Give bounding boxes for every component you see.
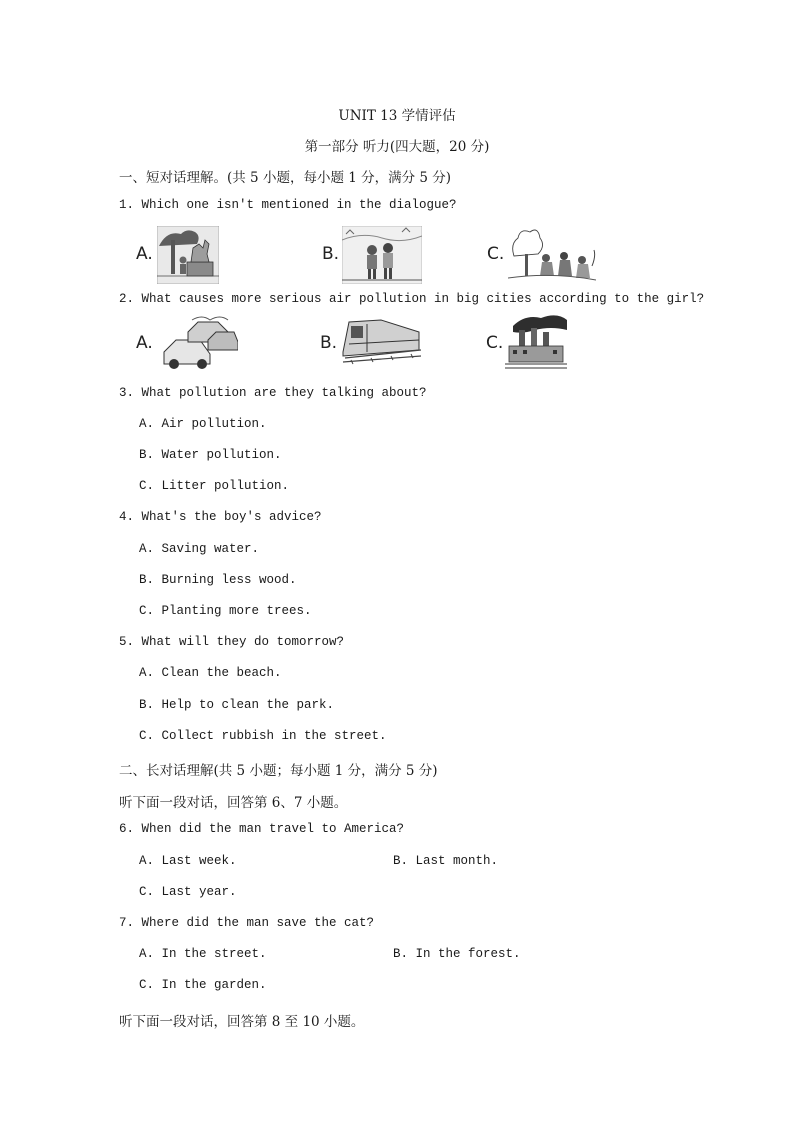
q7-question: 7. Where did the man save the cat?	[119, 916, 375, 930]
children-talking-picture-icon	[342, 226, 422, 288]
q2-option-c-label: C.	[486, 333, 504, 353]
q4-option-a: A. Saving water.	[139, 542, 260, 556]
q6-option-b: B. Last month.	[393, 854, 499, 868]
q7-option-a: A. In the street.	[139, 947, 267, 961]
q3-option-c: C. Litter pollution.	[139, 479, 290, 493]
q7-option-c: C. In the garden.	[139, 978, 267, 992]
statue-park-picture-icon	[157, 226, 219, 288]
traffic-jam-picture-icon	[158, 314, 238, 376]
q5-option-c: C. Collect rubbish in the street.	[139, 729, 387, 743]
section1-heading: 一、短对话理解。(共 5 小题，每小题 1 分，满分 5 分)	[119, 170, 452, 186]
q7-option-b: B. In the forest.	[393, 947, 521, 961]
q5-option-b: B. Help to clean the park.	[139, 698, 335, 712]
q6-option-c: C. Last year.	[139, 885, 237, 899]
q4-option-c: C. Planting more trees.	[139, 604, 312, 618]
q4-option-b: B. Burning less wood.	[139, 573, 297, 587]
q6-option-a: A. Last week.	[139, 854, 237, 868]
q5-option-a: A. Clean the beach.	[139, 666, 282, 680]
train-picture-icon	[341, 316, 421, 370]
q2-option-a-label: A.	[136, 333, 153, 353]
q2-option-b-label: B.	[320, 333, 338, 353]
people-planting-trees-picture-icon	[508, 226, 596, 288]
section2-instruction-1: 听下面一段对话，回答第 6、7 小题。	[119, 795, 348, 811]
q6-question: 6. When did the man travel to America?	[119, 822, 405, 836]
q3-question: 3. What pollution are they talking about?	[119, 386, 427, 400]
q1-option-b-label: B.	[322, 244, 340, 264]
q1-question: 1. Which one isn't mentioned in the dialogue?	[119, 198, 457, 212]
section2-instruction-2: 听下面一段对话，回答第 8 至 10 小题。	[119, 1014, 365, 1030]
q4-question: 4. What's the boy's advice?	[119, 510, 322, 524]
q1-option-a-label: A.	[136, 244, 153, 264]
unit-title: UNIT 13 学情评估	[338, 108, 456, 124]
part-title: 第一部分 听力(四大题，20 分)	[304, 139, 490, 155]
q2-question: 2. What causes more serious air pollution in big cities according to the girl?	[119, 292, 705, 306]
q3-option-a: A. Air pollution.	[139, 417, 267, 431]
q3-option-b: B. Water pollution.	[139, 448, 282, 462]
factory-chimneys-picture-icon	[505, 312, 567, 374]
section2-heading: 二、长对话理解(共 5 小题；每小题 1 分，满分 5 分)	[119, 763, 438, 779]
q1-option-c-label: C.	[487, 244, 505, 264]
q5-question: 5. What will they do tomorrow?	[119, 635, 345, 649]
